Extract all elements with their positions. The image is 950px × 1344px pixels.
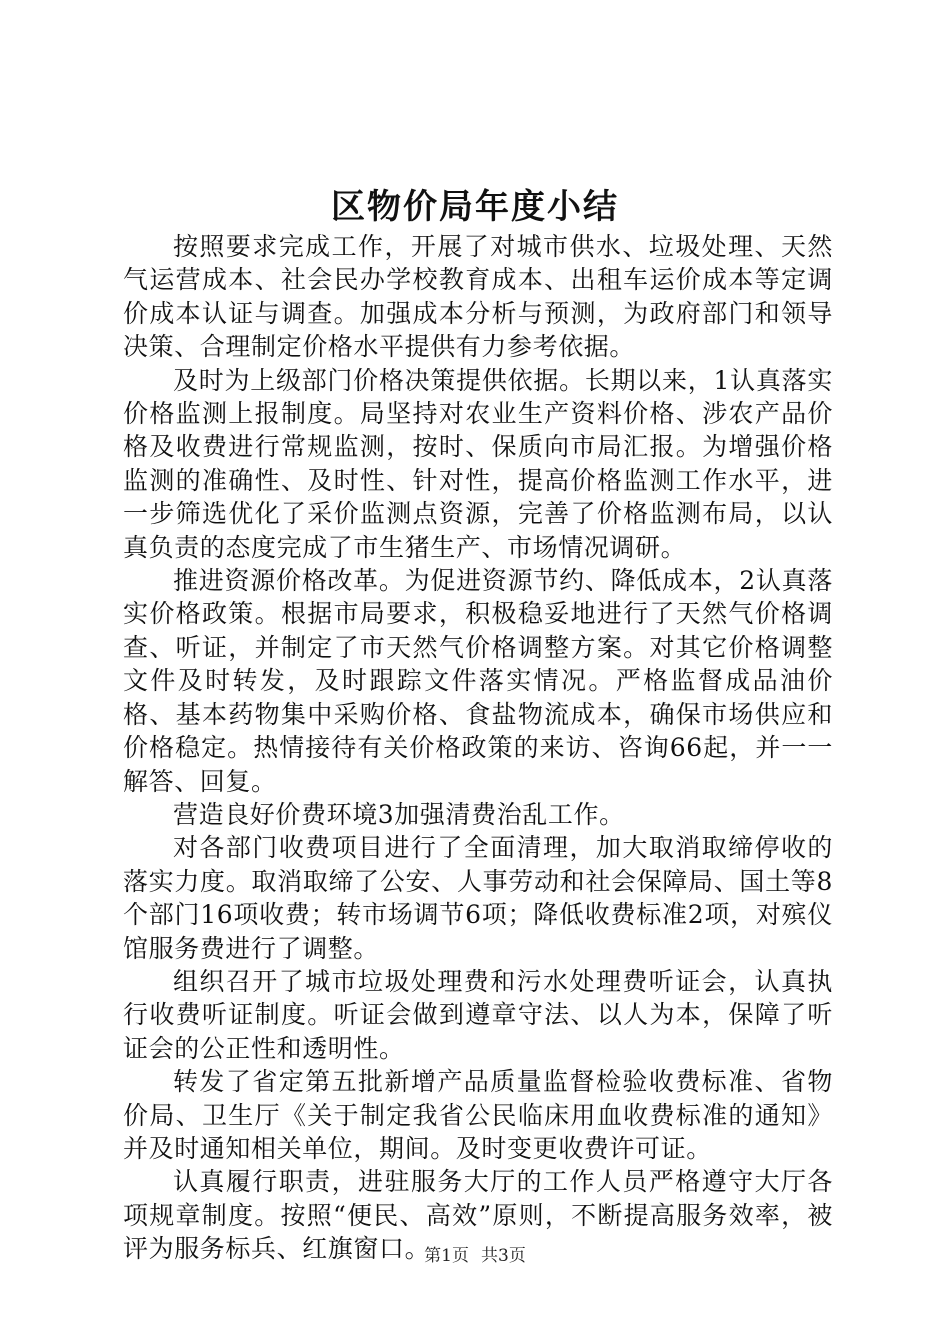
- paragraph: 按照要求完成工作，开展了对城市供水、垃圾处理、天然气运营成本、社会民办学校教育成本、出租车运价成本等定调价成本认证与调查。加强成本分析与预测，为政府部门和领导决策、合理制定价格水平提供有力参考依据。: [123, 232, 833, 362]
- document-body: [123, 230, 833, 1266]
- paragraph: 组织召开了城市垃圾处理费和污水处理费听证会，认真执行收费听证制度。听证会做到遵章守法、以人为本，保障了听证会的公正性和透明性。: [123, 966, 833, 1063]
- paragraph: 营造良好价费环境3加强清费治乱工作。: [173, 799, 625, 829]
- page-count: 共3页: [481, 1246, 526, 1266]
- paragraph: 及时为上级部门价格决策提供依据。长期以来，1认真落实价格监测上报制度。局坚持对农业生产资料价格、涉农产品价格及收费进行常规监测，按时、保质向市局汇报。为增强价格监测的准确性、及时性、针对性，提高价格监测工作水平，进一步筛选优化了采价监测点资源，完善了价格监测布局，以认真负责的态度完成了市生猪生产、市场情况调研。: [123, 365, 833, 562]
- document-title: 区物价局年度小结: [331, 187, 619, 227]
- paragraph: 对各部门收费项目进行了全面清理，加大取消取缔停收的落实力度。取消取缔了公安、人事劳动和社会保障局、国土等8个部门16项收费；转市场调节6项；降低收费标准2项，对殡仪馆服务费进行了调整。: [123, 833, 833, 963]
- page-footer: [0, 1245, 950, 1267]
- paragraph: 认真履行职责，进驻服务大厅的工作人员严格遵守大厅各项规章制度。按照“便民、高效”原则，不断提高服务效率，被评为服务标兵、红旗窗口。: [123, 1167, 833, 1264]
- paragraph: 转发了省定第五批新增产品质量监督检验收费标准、省物价局、卫生厅《关于制定我省公民临床用血收费标准的通知》并及时通知相关单位，期间。及时变更收费许可证。: [123, 1067, 833, 1163]
- paragraph: 推进资源价格改革。为促进资源节约、降低成本，2认真落实价格政策。根据市局要求，积极稳妥地进行了天然气价格调查、听证，并制定了市天然气价格调整方案。对其它价格调整文件及时转发，及时跟踪文件落实情况。严格监督成品油价格、基本药物集中采购价格、食盐物流成本，确保市场供应和价格稳定。热情接待有关价格政策的来访、咨询66起，并一一解答、回复。: [123, 566, 833, 796]
- page-number: 第1页: [424, 1246, 469, 1266]
